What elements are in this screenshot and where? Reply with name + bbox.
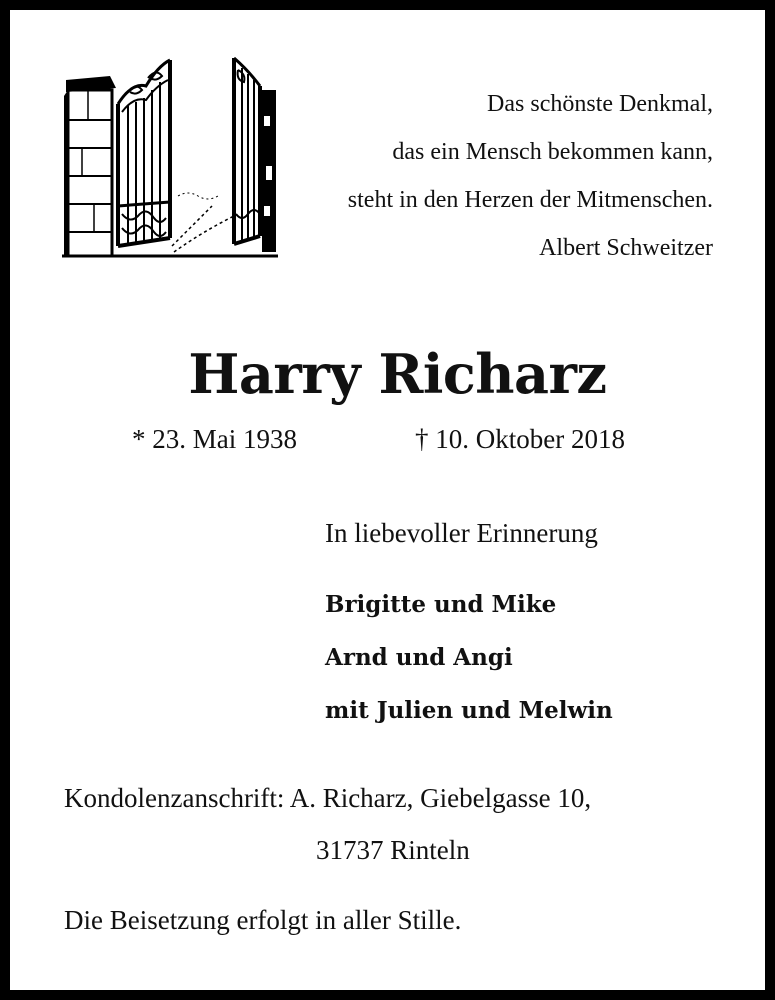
left-stone-pillar xyxy=(64,76,116,256)
quote-line: das ein Mensch bekommen kann, xyxy=(392,139,713,165)
mourner-entry: Brigitte und Mike xyxy=(325,591,557,618)
memory-line: In liebevoller Erinnerung xyxy=(325,518,598,548)
death-date: † 10. Oktober 2018 xyxy=(415,424,625,454)
left-gate-wing xyxy=(118,60,170,246)
open-gate-illustration xyxy=(62,56,278,260)
mourners-list xyxy=(325,578,613,737)
quote-block xyxy=(348,80,713,272)
deceased-name: Harry Richarz xyxy=(188,342,607,406)
mourner-entry: Arnd und Angi xyxy=(325,644,513,671)
quote-line: Das schönste Denkmal, xyxy=(487,91,713,117)
birth-date: * 23. Mai 1938 xyxy=(132,424,297,454)
condolence-city: 31737 Rinteln xyxy=(316,835,470,865)
quote-line: steht in den Herzen der Mitmenschen. xyxy=(347,187,713,213)
quote-author: Albert Schweitzer xyxy=(539,235,713,261)
burial-note: Die Beisetzung erfolgt in aller Stille. xyxy=(64,905,462,935)
mourner-entry: mit Julien und Melwin xyxy=(325,697,613,724)
right-stone-pillar xyxy=(262,90,276,252)
right-gate-wing xyxy=(234,58,260,244)
condolence-address: Kondolenzanschrift: A. Richarz, Giebelgasse 10, xyxy=(64,783,592,813)
